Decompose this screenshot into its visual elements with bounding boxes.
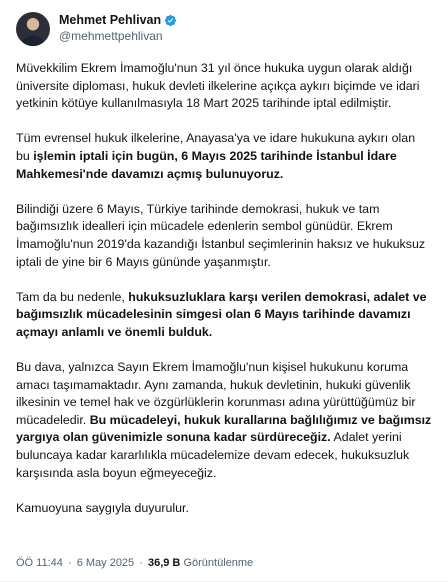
text-segment: Bu dava, yalnızca Sayın Ekrem İmamoğlu'nun kişisel hukukunu koruma amacı taşımamaktadır. Aynı zamanda, hukuk devletinin, hukuki güvenlik ilkesinin ve temel hak ve özgürlüklerin korunması adına yürüttüğümüz bir mücadeledir. <box>16 360 416 427</box>
display-name[interactable]: Mehmet Pehlivan <box>59 13 162 27</box>
tweet-paragraph <box>16 60 432 113</box>
text-segment: Kamuoyuna saygıyla duyurulur. <box>16 500 189 515</box>
tweet-header <box>16 12 432 52</box>
bold-text: Bu mücadeleyi, hukuk kurallarına bağlılığımız ve bağımsız yargıya olan güvenimizle sonuna kadar sürdüreceğiz. <box>16 412 432 445</box>
tweet-text <box>16 60 432 517</box>
verified-badge-icon <box>164 14 177 27</box>
handle[interactable]: @mehmettpehlivan <box>59 29 163 43</box>
views-label: Görüntülenme <box>183 557 254 569</box>
tweet-paragraph <box>16 359 432 482</box>
bold-text: işlemin iptali için bugün, 6 Mayıs 2025 tarihinde İstanbul İdare Mahkemesi'nde davamızı açmış bulunuyoruz. <box>16 148 397 181</box>
text-segment: Müvekkilim Ekrem İmamoğlu'nun 31 yıl önce hukuka uygun olarak aldığı üniversite diploması, hukuk devleti ilkelerine açıkça aykırı biçimde ve idari yetkinin kötüye kullanılmasıyla 18 Mart 2025 tarihinde iptal edilmiştir. <box>16 61 420 111</box>
tweet-date[interactable]: 6 May 2025 <box>76 557 135 569</box>
meta-separator: · <box>67 557 72 569</box>
tweet-paragraph <box>16 289 432 342</box>
tweet-meta <box>16 557 253 569</box>
tweet-paragraph <box>16 201 432 271</box>
views-count: 36,9 B <box>147 557 181 569</box>
name-row <box>59 12 177 28</box>
text-segment: Bilindiği üzere 6 Mayıs, Türkiye tarihinde demokrasi, hukuk ve tam bağımsızlık idealleri için mücadele edenlerin sembol günüdür. Ekrem İmamoğlu'nun 2019'da kazandığı İstanbul seçimlerinin haksız ve hukuksuz iptali de yine bir 6 Mayıs gününde yaşanmıştır. <box>16 201 426 269</box>
meta-separator: · <box>139 557 143 569</box>
tweet-time[interactable]: ÖÖ 11:44 <box>16 557 63 569</box>
tweet-paragraph <box>16 500 432 518</box>
text-segment: Tüm evrensel hukuk ilkelerine, Anayasa'ya ve idare hukukuna aykırı olan bu <box>16 131 416 163</box>
tweet-paragraph <box>16 130 432 183</box>
bold-text: hukuksuzluklara karşı verilen demokrasi, adalet ve bağımsızlık mücadelesinin simgesi olan 6 Mayıs tarihinde davamızı açmayı anlamlı ve önemli bulduk. <box>16 289 427 339</box>
text-segment: Tam da bu nedenle, <box>16 289 129 304</box>
avatar[interactable] <box>16 12 50 46</box>
author-block <box>59 12 177 44</box>
text-segment: Adalet yerini buluncaya kadar kararlılıkla mücadelemize devam edecek, hukuksuzluk karşısında asla boyun eğmeyeceğiz. <box>16 430 410 480</box>
